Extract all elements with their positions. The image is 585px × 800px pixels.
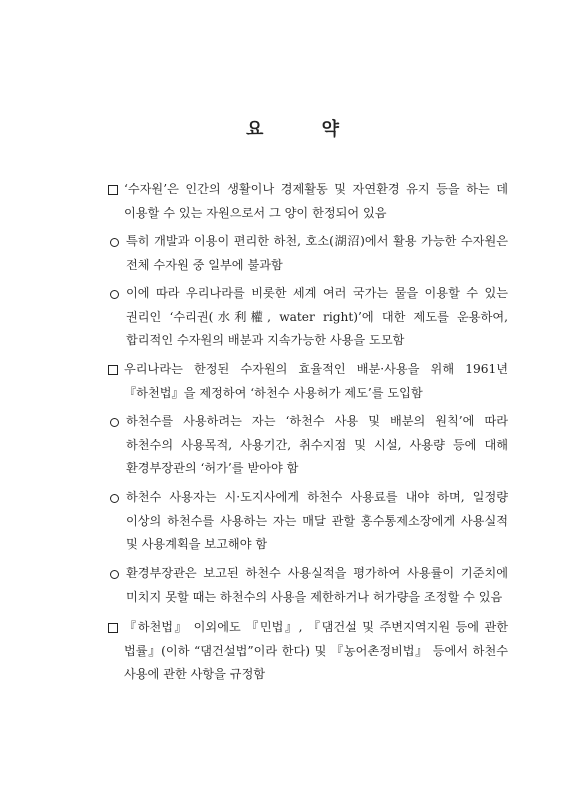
section-2-item-2-text: 하천수 사용자는 시·도지사에게 하천수 사용료를 내야 하며, 일정량 이상의 하천수를 사용하는 자는 매달 관할 홍수통제소장에게 사용실적 및 사용계획을 보고해야 함: [126, 490, 508, 551]
section-1-item-2-row: [110, 282, 508, 353]
section-3-heading: [108, 616, 508, 687]
page-title: 요 약: [245, 119, 366, 140]
section-3: [108, 616, 508, 687]
circle-bullet-icon: [110, 562, 119, 586]
section-3-text: 『하천법』 이외에도 『민법』, 『댐건설 및 주변지역지원 등에 관한 법률』(이하 “댐건설법”이라 한다) 및 『농어촌정비법』 등에서 하천수 사용에 관한 사항을 규정함: [124, 620, 508, 681]
section-1-item-1-row: [110, 230, 508, 277]
section-2-item-3: [110, 562, 508, 609]
square-bullet-icon: [108, 178, 118, 202]
circle-bullet-icon: [110, 282, 119, 306]
section-1-item-1: [110, 230, 508, 277]
square-bullet-icon: [108, 358, 118, 382]
section-2-item-2-row: [110, 486, 508, 557]
section-2-item-3-row: [110, 562, 508, 609]
section-2-item-1-row: [110, 410, 508, 481]
section-2-item-3-text: 환경부장관은 보고된 하천수 사용실적을 평가하여 사용률이 기준치에 미치지 못할 때는 하천수의 사용을 제한하거나 허가량을 조정할 수 있음: [126, 566, 508, 604]
section-2-item-1: [110, 410, 508, 481]
section-1-text: ‘수자원’은 인간의 생활이나 경제활동 및 자연환경 유지 등을 하는 데 이용할 수 있는 자원으로서 그 양이 한정되어 있음: [124, 182, 508, 220]
square-bullet-icon: [108, 616, 118, 640]
section-2-item-2: [110, 486, 508, 557]
circle-bullet-icon: [110, 230, 119, 254]
section-2: [108, 358, 508, 405]
section-1-item-2: [110, 282, 508, 353]
section-1: [108, 178, 508, 225]
section-1-item-2-text: 이에 따라 우리나라를 비롯한 세계 여러 국가는 물을 이용할 수 있는 권리인 ‘수리권(水利權, water right)’에 대한 제도를 운용하여, 합리적인 수자원의 배분과 지속가능한 사용을 도모함: [126, 286, 508, 347]
section-1-heading: [108, 178, 508, 225]
section-2-item-1-text: 하천수를 사용하려는 자는 ‘하천수 사용 및 배분의 원칙’에 따라 하천수의 사용목적, 사용기간, 취수지점 및 시설, 사용량 등에 대해 환경부장관의 ‘허가’를 받아야 함: [126, 414, 508, 475]
circle-bullet-icon: [110, 486, 119, 510]
section-1-item-1-text: 특히 개발과 이용이 편리한 하천, 호소(湖沼)에서 활용 가능한 수자원은 전체 수자원 중 일부에 불과함: [126, 234, 508, 272]
section-2-heading: [108, 358, 508, 405]
section-2-text: 우리나라는 한정된 수자원의 효율적인 배분·사용을 위해 1961년 『하천법』을 제정하여 ‘하천수 사용허가 제도’를 도입함: [124, 362, 508, 400]
circle-bullet-icon: [110, 410, 119, 434]
